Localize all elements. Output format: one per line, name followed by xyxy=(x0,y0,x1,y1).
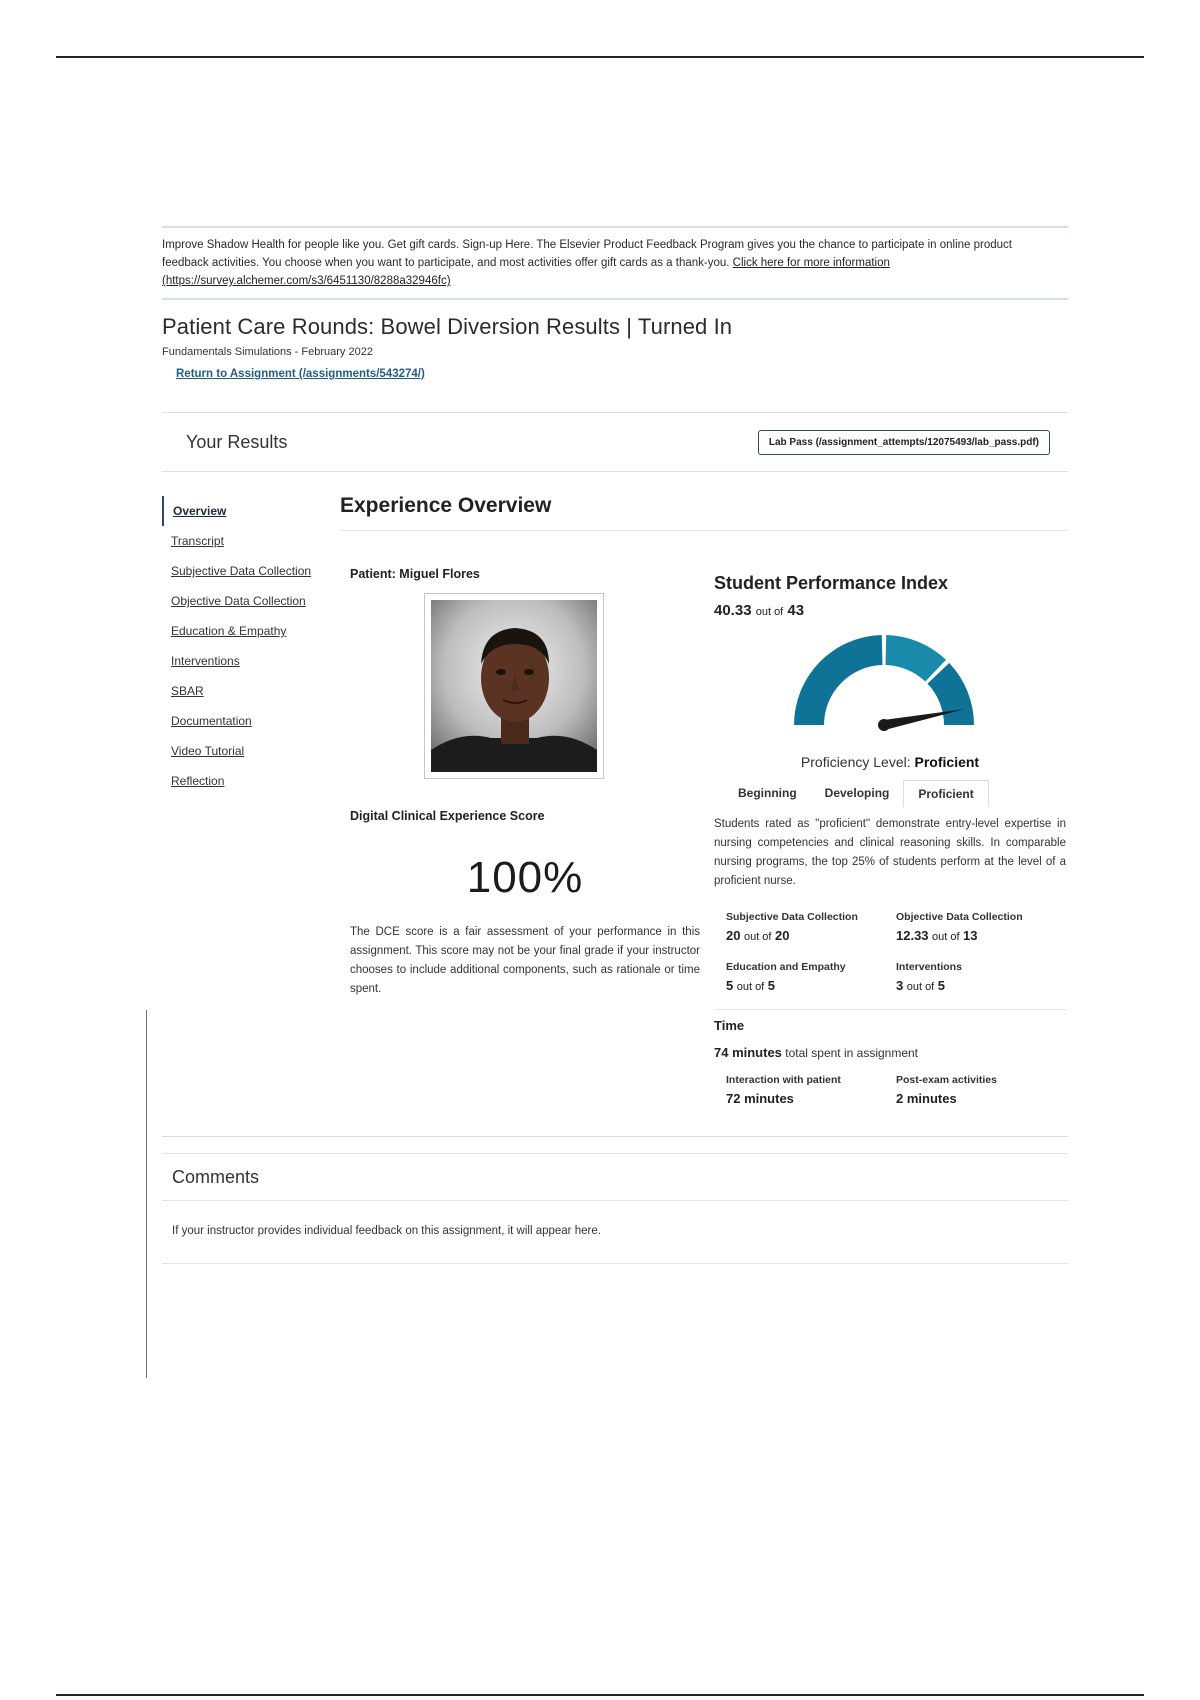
time-title: Time xyxy=(714,1018,745,1033)
feedback-banner xyxy=(162,236,1068,290)
performance-column xyxy=(714,541,1066,1106)
metric-label: Objective Data Collection xyxy=(896,911,1023,923)
document xyxy=(162,226,1068,1264)
overview-panel xyxy=(340,494,1068,1106)
metric-of: out of xyxy=(932,931,960,943)
metric-max: 5 xyxy=(767,978,775,993)
metric-label: Subjective Data Collection xyxy=(726,911,858,923)
proficiency-gauge-chart xyxy=(784,625,984,745)
sidebar-item-video-tutorial[interactable]: Video Tutorial xyxy=(171,744,245,758)
time-interaction xyxy=(726,1074,896,1106)
dce-score-description: The DCE score is a fair assessment of your performance in this assignment. This score may not be your final grade if your instructor chooses to include additional components, such as rationale or time spent. xyxy=(350,926,700,995)
metric-interventions xyxy=(896,961,1066,993)
patient-name: Patient: Miguel Flores xyxy=(350,567,480,581)
return-to-assignment-link[interactable]: Return to Assignment (/assignments/543274/) xyxy=(176,368,425,380)
metric-value xyxy=(896,978,1066,993)
sidebar-item-sbar[interactable]: SBAR xyxy=(171,684,204,698)
spi-score xyxy=(714,602,1066,619)
dce-score-value: 100% xyxy=(466,853,584,902)
comments-body: If your instructor provides individual feedback on this assignment, it will appear here. xyxy=(162,1201,1068,1264)
banner-top-border xyxy=(162,226,1068,228)
metric-objective-data xyxy=(896,911,1066,943)
results-title: Your Results xyxy=(186,431,288,452)
proficiency-tabs xyxy=(724,780,1066,807)
proficiency-level-prefix: Proficiency Level: xyxy=(800,754,911,770)
gauge-band xyxy=(886,635,947,681)
sidebar-item-transcript[interactable]: Transcript xyxy=(171,534,224,548)
sidebar-item-subjective-data[interactable]: Subjective Data Collection xyxy=(171,564,312,578)
time-item-label: Interaction with patient xyxy=(726,1074,841,1086)
page-bottom-rule xyxy=(56,1694,1144,1696)
spi-score-max: 43 xyxy=(787,602,805,619)
gauge-band xyxy=(794,635,882,725)
results-sidebar xyxy=(162,494,332,1106)
spi-score-value: 40.33 xyxy=(714,602,752,619)
time-item-value xyxy=(896,1091,1066,1106)
sidebar-item-interventions[interactable]: Interventions xyxy=(171,654,240,668)
tab-beginning[interactable]: Beginning xyxy=(738,786,797,800)
metric-education-empathy xyxy=(726,961,896,993)
time-total-value: 74 minutes xyxy=(714,1045,782,1060)
metric-score: 12.33 xyxy=(896,928,929,943)
tab-proficient[interactable]: Proficient xyxy=(903,780,988,807)
banner-text: Improve Shadow Health for people like you. Get gift cards. Sign-up Here. The Elsevier Product Feedback Program gives you the chance to participate in online product feedback activities. You choose when you want to participate, and most activities offer gift cards as a thank-you. xyxy=(162,239,1012,269)
spi-title: Student Performance Index xyxy=(714,573,949,593)
time-item-label: Post-exam activities xyxy=(896,1074,997,1086)
metric-value xyxy=(726,978,896,993)
metric-subjective-data xyxy=(726,911,896,943)
overview-columns xyxy=(340,541,1068,1106)
proficiency-gauge xyxy=(784,625,1066,750)
metric-label: Interventions xyxy=(896,961,962,973)
time-breakdown xyxy=(726,1074,1066,1106)
tab-developing[interactable]: Developing xyxy=(824,786,890,800)
scan-edge-line xyxy=(146,1010,147,1378)
metric-of: out of xyxy=(906,981,935,993)
time-section xyxy=(714,1009,1066,1106)
time-post-exam xyxy=(896,1074,1066,1106)
dce-score-label: Digital Clinical Experience Score xyxy=(350,809,545,823)
metric-max: 5 xyxy=(937,978,945,993)
patient-avatar xyxy=(424,593,604,779)
metric-value xyxy=(726,928,896,943)
metric-value xyxy=(896,928,1066,943)
results-header xyxy=(162,412,1068,472)
time-item-minutes: 72 minutes xyxy=(726,1091,794,1106)
time-total xyxy=(714,1045,1066,1060)
metric-of: out of xyxy=(743,931,772,943)
metric-score: 20 xyxy=(726,928,741,943)
banner-info-link[interactable]: Click here for more information xyxy=(732,257,890,269)
comments-section xyxy=(162,1136,1068,1264)
results-content xyxy=(162,494,1068,1106)
comments-title: Comments xyxy=(162,1153,1068,1201)
metric-of: out of xyxy=(736,981,765,993)
patient-column xyxy=(340,541,700,1106)
banner-survey-url[interactable]: (https://survey.alchemer.com/s3/6451130/8288a32946fc) xyxy=(162,275,451,287)
lab-pass-button[interactable]: Lab Pass (/assignment_attempts/12075493/lab_pass.pdf) xyxy=(758,430,1050,455)
metric-max: 13 xyxy=(963,928,978,943)
page-subtitle: Fundamentals Simulations - February 2022 xyxy=(162,346,373,358)
time-total-text: total spent in assignment xyxy=(785,1046,919,1060)
sidebar-item-overview[interactable]: Overview xyxy=(162,496,332,526)
page-title: Patient Care Rounds: Bowel Diversion Results | Turned In xyxy=(162,314,733,339)
sidebar-item-reflection[interactable]: Reflection xyxy=(171,774,225,788)
sidebar-item-documentation[interactable]: Documentation xyxy=(171,714,252,728)
time-item-value xyxy=(726,1091,896,1106)
sidebar-item-education-empathy[interactable]: Education & Empathy xyxy=(171,624,287,638)
proficiency-description: Students rated as "proficient" demonstrate entry-level expertise in nursing competencies and clinical reasoning skills. In comparable nursing programs, the top 25% of students perform at the level of a proficient nurse. xyxy=(714,818,1066,887)
metric-max: 20 xyxy=(774,928,790,943)
banner-bottom-border xyxy=(162,298,1068,300)
spi-out-of-text: out of xyxy=(755,606,784,618)
page-top-rule xyxy=(56,56,1144,58)
time-item-minutes: 2 minutes xyxy=(896,1091,957,1106)
patient-avatar-image xyxy=(431,600,597,772)
proficiency-level-value: Proficient xyxy=(914,754,980,770)
category-scores xyxy=(726,911,1066,993)
experience-overview-title: Experience Overview xyxy=(340,494,1068,531)
metric-score: 3 xyxy=(896,978,904,993)
metric-score: 5 xyxy=(726,978,734,993)
gauge-hub xyxy=(878,719,890,731)
sidebar-item-objective-data[interactable]: Objective Data Collection xyxy=(171,594,306,608)
metric-label: Education and Empathy xyxy=(726,961,846,973)
proficiency-level xyxy=(714,754,1066,770)
